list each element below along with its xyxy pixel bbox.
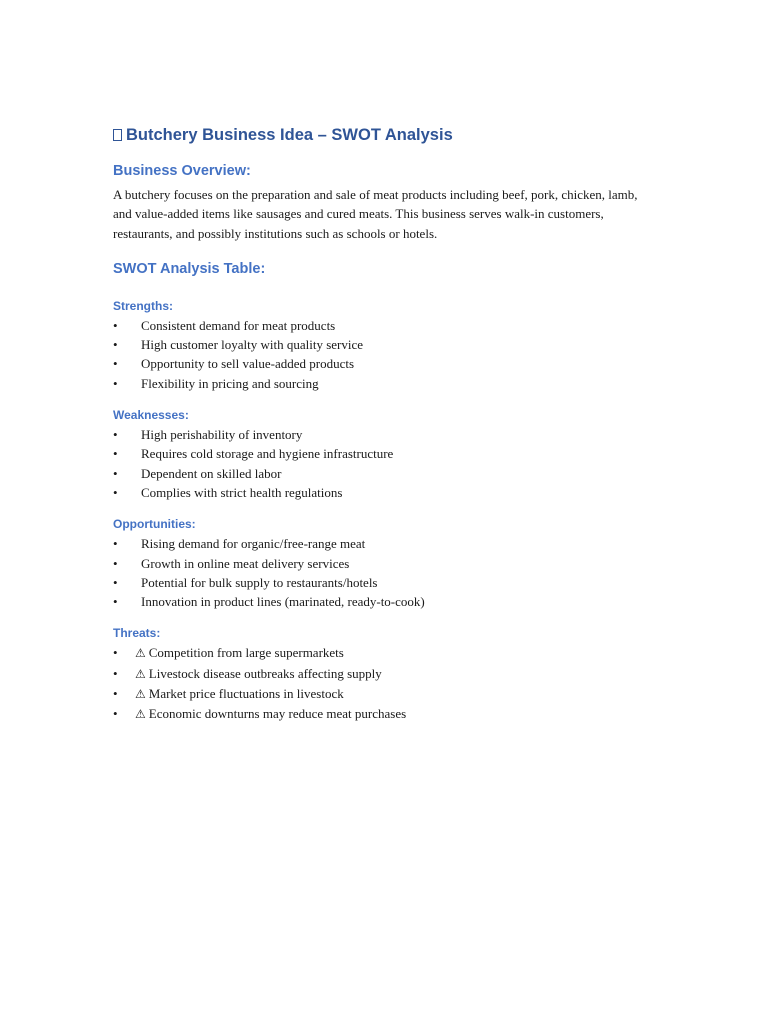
threat-item [113, 684, 653, 704]
weaknesses-heading: Weaknesses: [113, 408, 189, 423]
warning-icon: ⚠ [135, 707, 146, 722]
weakness-item-text: Dependent on skilled labor [141, 465, 282, 481]
bullet-icon: • [113, 645, 118, 661]
bullet-icon: • [113, 446, 118, 462]
threats-heading: Threats: [113, 626, 161, 641]
threat-item-text: Market price fluctuations in livestock [148, 686, 344, 702]
warning-icon: ⚠ [135, 666, 146, 681]
opportunity-item-text: Potential for bulk supply to restaurants/hotels [141, 574, 378, 590]
threat-item-text: Livestock disease outbreaks affecting supply [148, 665, 382, 681]
document-title-text: Butchery Business Idea – SWOT Analysis [126, 126, 453, 144]
strength-item-text: Consistent demand for meat products [141, 317, 336, 333]
opportunity-item-text: Growth in online meat delivery services [141, 555, 350, 571]
opportunities-list [113, 534, 653, 611]
bullet-icon: • [113, 706, 118, 722]
weakness-item-text: Complies with strict health regulations [141, 484, 343, 500]
opportunity-item [113, 534, 653, 553]
bullet-icon: • [113, 317, 118, 333]
warning-icon: ⚠ [135, 646, 146, 661]
opportunity-item [113, 554, 653, 573]
threat-item-text: Competition from large supermarkets [148, 645, 344, 661]
swot-heading: SWOT Analysis Table: [113, 260, 266, 277]
bullet-icon: • [113, 594, 118, 610]
opportunity-item-text: Rising demand for organic/free-range meat [141, 536, 366, 552]
weaknesses-list [113, 425, 653, 502]
bullet-icon: • [113, 375, 118, 391]
weakness-item [113, 444, 653, 463]
bullet-icon: • [113, 686, 118, 702]
overview-heading: Business Overview: [113, 163, 251, 179]
strengths-heading: Strengths: [113, 298, 173, 313]
weakness-item [113, 483, 653, 502]
bullet-icon: • [113, 665, 118, 681]
bullet-icon: • [113, 465, 118, 481]
weakness-item [113, 464, 653, 483]
bullet-icon: • [113, 356, 118, 372]
threats-list [113, 643, 653, 724]
document-body [113, 124, 653, 725]
threat-item [113, 664, 653, 684]
document-title [113, 124, 653, 146]
opportunity-item [113, 592, 653, 611]
strength-item-text: Flexibility in pricing and sourcing [141, 375, 319, 391]
strength-item [113, 374, 653, 393]
strengths-list [113, 316, 653, 393]
strength-item-text: High customer loyalty with quality service [141, 337, 364, 353]
threat-item-text: Economic downturns may reduce meat purchases [148, 706, 407, 722]
opportunity-item [113, 573, 653, 592]
bullet-icon: • [113, 555, 118, 571]
bullet-icon: • [113, 536, 118, 552]
strength-item [113, 335, 653, 354]
weakness-item-text: High perishability of inventory [141, 427, 303, 443]
warning-icon: ⚠ [135, 687, 146, 702]
threat-item [113, 704, 653, 724]
weakness-item [113, 425, 653, 444]
strength-item-text: Opportunity to sell value-added products [141, 356, 355, 372]
bullet-icon: • [113, 337, 118, 353]
bullet-icon: • [113, 484, 118, 500]
strength-item [113, 316, 653, 335]
missing-glyph-icon [113, 129, 122, 141]
overview-paragraph: A butchery focuses on the preparation and sale of meat products including beef, pork, chicken, lamb, and value-added items like sausages and cured meats. This business serves walk-in customers, restaurants, and possibly institutions such as schools or hotels. [113, 187, 638, 241]
opportunity-item-text: Innovation in product lines (marinated, ready-to-cook) [141, 594, 425, 610]
opportunities-heading: Opportunities: [113, 517, 196, 532]
bullet-icon: • [113, 574, 118, 590]
bullet-icon: • [113, 427, 118, 443]
weakness-item-text: Requires cold storage and hygiene infrastructure [141, 446, 394, 462]
strength-item [113, 354, 653, 373]
threat-item [113, 643, 653, 663]
